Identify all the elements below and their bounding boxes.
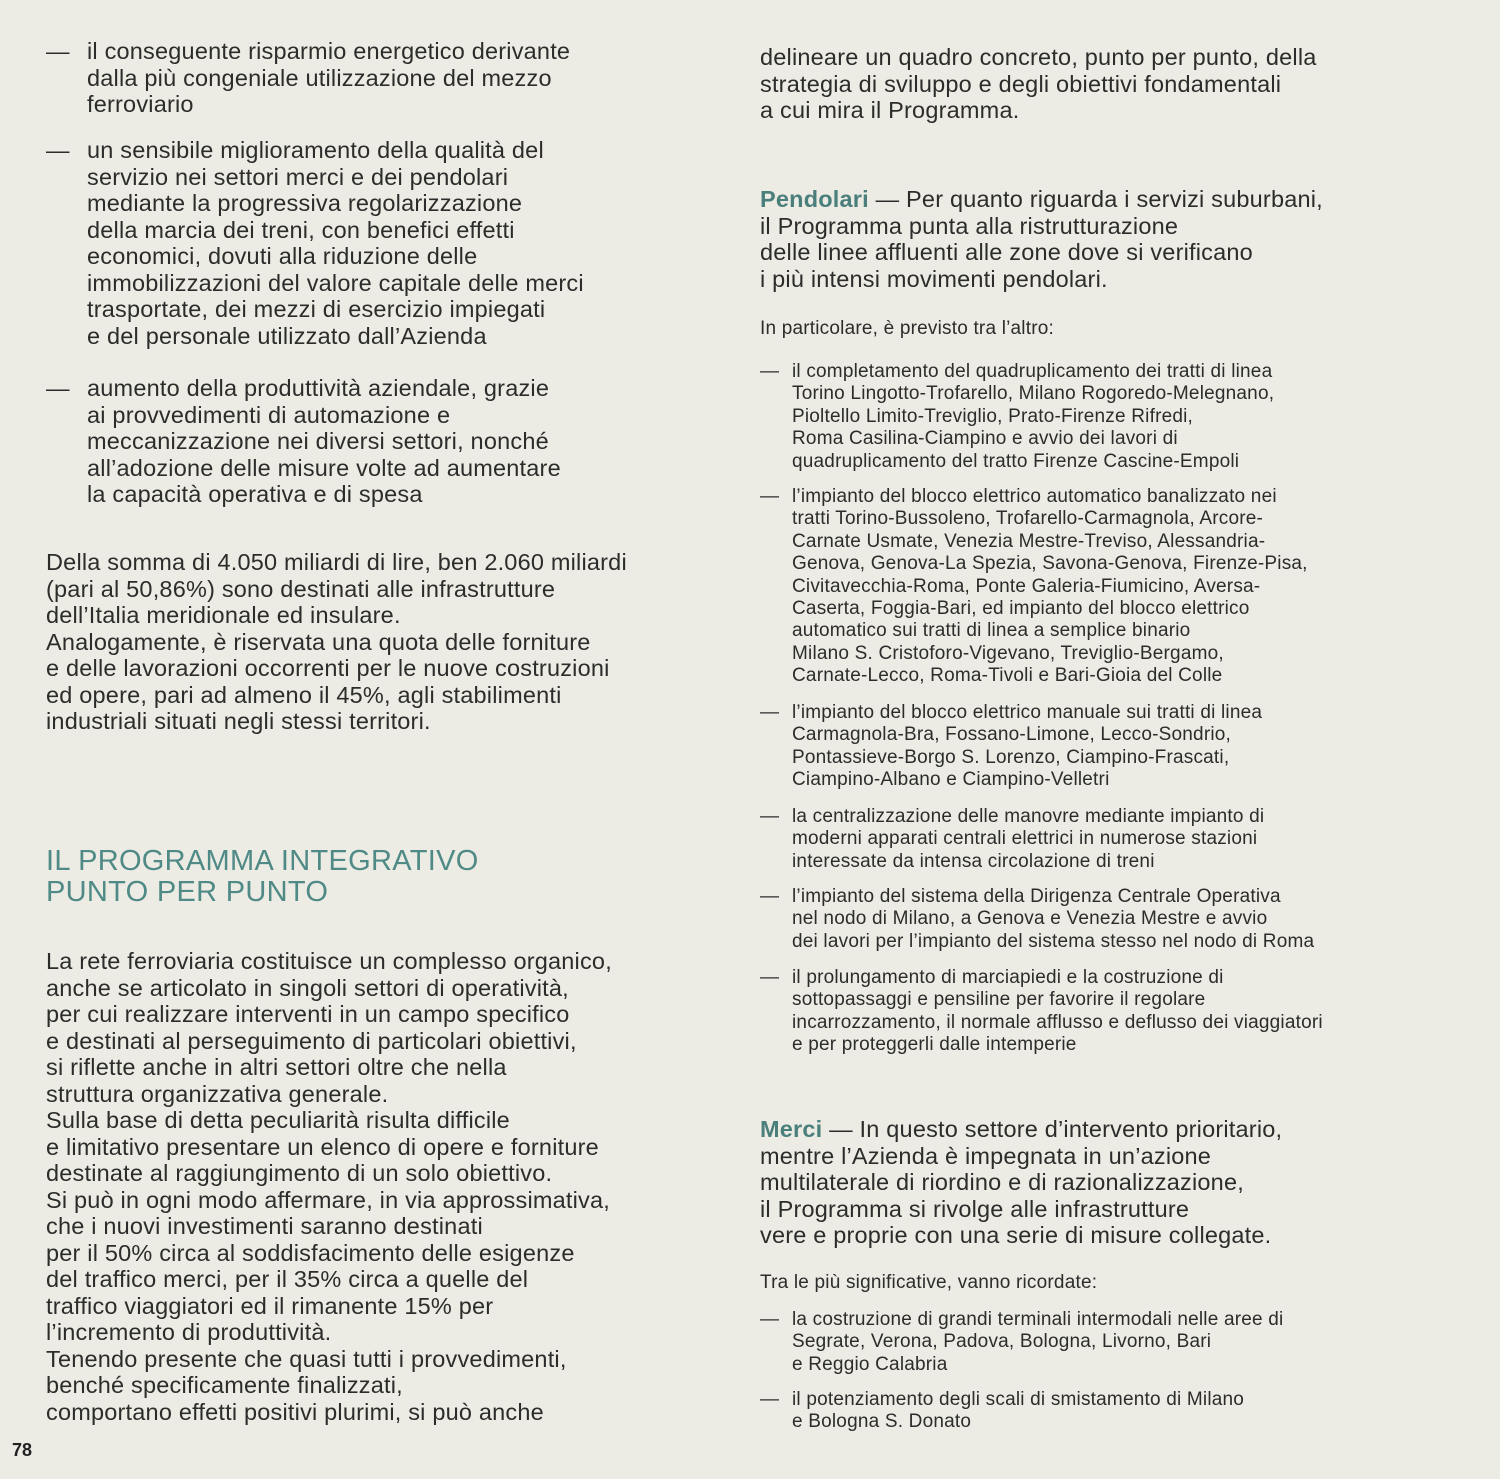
left-paragraph-network: La rete ferroviaria costituisce un complesso organico, anche se articolato in singoli settori di operatività, per cui realizzare interventi in un campo specifico e destinati al perseguimento di particolari obiettivi, si riflette anche in altri settori oltre che nella struttura organizzativa generale. Sulla base di detta peculiarità risulta difficile e limitativo presentare un elenco di opere e forniture destinate al raggiungimento di un solo obiettivo. Si può in ogni modo affermare, in via approssimativa, che i nuovi investimenti saranno destinati per il 50% circa al soddisfacimento delle esigenze del traffico merci, per il 35% circa a quelle del traffico viaggiatori ed il rimanente 15% per l’incremento di produttività. Tenendo presente che quasi tutti i provvedimenti, benché specificamente finalizzati, comportano effetti positivi plurimi, si può anche: [46, 948, 612, 1425]
bullet-text: il conseguente risparmio energetico derivante dalla più congeniale utilizzazione del mezzo ferroviario: [87, 38, 571, 117]
bullet-dash: —: [760, 486, 780, 507]
right-intro: delineare un quadro concreto, punto per punto, della strategia di sviluppo e degli obiettivi fondamentali a cui mira il Programma.: [760, 44, 1317, 123]
left-bullet-3: [46, 375, 706, 508]
bullet-text: l’impianto del blocco elettrico automatico banalizzato nei tratti Torino-Bussoleno, Trofarello-Carmagnola, Arcore- Carnate Usmate, Venezia Mestre-Treviso, Alessandria- Genova, Genova-La Spezia, Savona-Genova, Firenze-Pisa, Civitavecchia-Roma, Ponte Galeria-Fiumicino, Aversa- Caserta, Foggia-Bari, ed impianto del blocco elettrico automatico sui tratti di linea a semplice binario Milano S. Cristoforo-Vigevano, Treviglio-Bergamo, Carnate-Lecco, Roma-Tivoli e Bari-Gioia del Colle: [792, 486, 1308, 687]
pendolari-sub: In particolare, è previsto tra l’altro:: [760, 318, 1054, 339]
section-heading: IL PROGRAMMA INTEGRATIVO PUNTO PER PUNTO: [46, 845, 479, 908]
pendolari-bullet-3: [760, 702, 1420, 792]
bullet-dash: —: [760, 1309, 780, 1330]
page-number: 78: [12, 1440, 33, 1460]
bullet-text: il prolungamento di marciapiedi e la costruzione di sottopassaggi e pensiline per favorire il regolare incarrozzamento, il normale afflusso e deflusso dei viaggiatori e per proteggerli dalle intemperie: [792, 967, 1323, 1056]
bullet-dash: —: [46, 38, 70, 64]
bullet-dash: —: [760, 1389, 780, 1410]
left-paragraph-funding: Della somma di 4.050 miliardi di lire, ben 2.060 miliardi (pari al 50,86%) sono destinati alle infrastrutture dell’Italia meridionale ed insulare. Analogamente, è riservata una quota delle forniture e delle lavorazioni occorrenti per le nuove costruzioni ed opere, pari ad almeno il 45%, agli stabilimenti industriali situati negli stessi territori.: [46, 549, 627, 734]
pendolari-bullet-2: [760, 486, 1420, 688]
pendolari-bullet-6: [760, 967, 1420, 1057]
bullet-text: la centralizzazione delle manovre mediante impianto di moderni apparati centrali elettrici in numerose stazioni interessate da intensa circolazione di treni: [792, 806, 1265, 872]
merci-bullet-1: [760, 1309, 1420, 1376]
merci-sub: Tra le più significative, vanno ricordate:: [760, 1272, 1098, 1293]
bullet-dash: —: [760, 806, 780, 827]
bullet-text: la costruzione di grandi terminali intermodali nelle aree di Segrate, Verona, Padova, Bologna, Livorno, Bari e Reggio Calabria: [792, 1309, 1284, 1375]
bullet-dash: —: [760, 967, 780, 988]
pendolari-bullet-4: [760, 806, 1420, 873]
left-bullet-2: [46, 137, 706, 349]
pendolari-lead-text: — Per quanto riguarda i servizi suburbani, il Programma punta alla ristrutturazione delle linee affluenti alle zone dove si verificano i più intensi movimenti pendolari.: [760, 186, 1323, 292]
pendolari-bullet-5: [760, 886, 1420, 953]
merci-keyword: Merci: [760, 1116, 823, 1142]
merci-bullet-2: [760, 1389, 1420, 1434]
bullet-text: un sensibile miglioramento della qualità del servizio nei settori merci e dei pendolari mediante la progressiva regolarizzazione della marcia dei treni, con benefici effetti economici, dovuti alla riduzione delle immobilizzazioni del valore capitale delle merci trasportate, dei mezzi di esercizio impiegati e del personale utilizzato dall’Azienda: [87, 137, 584, 349]
pendolari-bullet-1: [760, 361, 1420, 473]
bullet-text: il potenziamento degli scali di smistamento di Milano e Bologna S. Donato: [792, 1389, 1245, 1433]
bullet-text: il completamento del quadruplicamento dei tratti di linea Torino Lingotto-Trofarello, Milano Rogoredo-Melegnano, Pioltello Limito-Treviglio, Prato-Firenze Rifredi, Roma Casilina-Ciampino e avvio dei lavori di quadruplicamento del tratto Firenze Cascine-Empoli: [792, 361, 1275, 472]
bullet-text: aumento della produttività aziendale, grazie ai provvedimenti di automazione e meccanizzazione nei diversi settori, nonché all’adozione delle misure volte ad aumentare la capacità operativa e di spesa: [87, 375, 561, 507]
bullet-dash: —: [760, 361, 780, 382]
bullet-text: l’impianto del sistema della Dirigenza Centrale Operativa nel nodo di Milano, a Genova e Venezia Mestre e avvio dei lavori per l’impianto del sistema stesso nel nodo di Roma: [792, 886, 1315, 952]
bullet-dash: —: [760, 886, 780, 907]
bullet-dash: —: [46, 137, 70, 163]
bullet-dash: —: [46, 375, 70, 401]
merci-lead: [760, 1116, 1420, 1249]
left-bullet-1: [46, 38, 706, 118]
pendolari-lead: [760, 186, 1420, 292]
pendolari-keyword: Pendolari: [760, 186, 869, 212]
bullet-text: l’impianto del blocco elettrico manuale sui tratti di linea Carmagnola-Bra, Fossano-Limone, Lecco-Sondrio, Pontassieve-Borgo S. Lorenzo, Ciampino-Frascati, Ciampino-Albano e Ciampino-Velletri: [792, 702, 1263, 791]
bullet-dash: —: [760, 702, 780, 723]
merci-lead-text: — In questo settore d’intervento prioritario, mentre l’Azienda è impegnata in un’azione multilaterale di riordino e di razionalizzazione, il Programma si rivolge alle infrastrutture vere e proprie con una serie di misure collegate.: [760, 1116, 1283, 1248]
